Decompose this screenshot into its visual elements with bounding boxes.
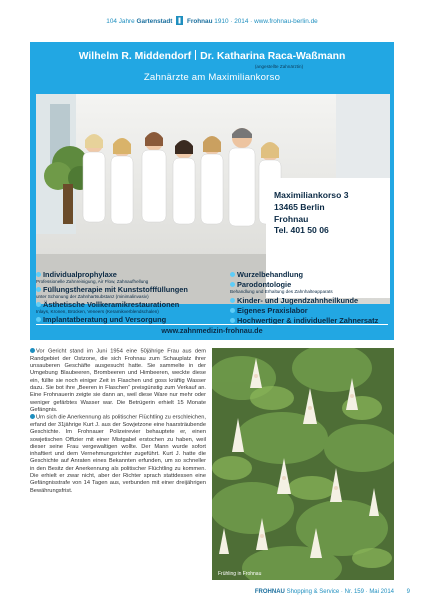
service-item: Individualprophylaxe [36,270,117,279]
service-item: Füllungstherapie mit Kunststofffüllungen [36,285,188,294]
service-sub: Inlays, Kronen, Brücken, Veneers (Keramikverblendschalen) [36,309,159,314]
bullet-icon [30,414,35,419]
service-item: Implantatberatung und Versorgung [36,315,166,324]
header-years: 1910 · 2014 · www.frohnau-berlin.de [214,18,318,25]
bullet-icon [230,282,235,287]
website-link[interactable]: www.zahnmedizin-frohnau.de [161,326,263,335]
chestnut-blossom-photo [212,348,394,580]
bullet-icon [30,348,35,353]
doctor1-name: Wilhelm R. Middendorf [78,51,192,62]
blossom-illustration [212,348,394,580]
page-footer: FROHNAU Shopping & Service · Nr. 159 · Mai 2014 [254,589,394,595]
practice-address [274,190,388,237]
bullet-icon [230,272,235,277]
footer-brand: FROHNAU [254,589,285,595]
doctor2-name: Dr. Katharina Raca-Waßmann [200,51,346,62]
service-item: Ästhetische Vollkeramikrestaurationen [36,300,179,309]
service-item: Eigenes Praxislabor [230,306,308,315]
article-text [30,348,206,495]
article-paragraph-1: Vor Gericht stand im Juni 1954 eine 50jährige Frau aus dem Randgebiet der Ostzone, die sich Frohnau zum Schauplatz ihrer unsauberen Geschäfte ausgesucht hatte. Sie sammelte in der Umgebung Blaubeeren, Brombeeren und Himbeeren, weckte diese ein, füllte sie noch einiger Zeit in Flaschen und goss kräftig Wasser dazu. Sie bot ihre „Beeren in Flaschen“ preisgünstig zum Verkauf an. Eine Frohnauerin zeigte sie dann an, weil diese Ware nur mehr oder weniger gefärbtes Wasser war. Die Betrügerin erhielt 15 Monate Gefängnis. [30,348,206,413]
practice-name: Zahnärzte am Maximiliankorso [143,72,281,83]
address-phone: Tel. 401 50 06 [274,225,329,236]
services-list [30,270,394,326]
address-district: Frohnau [274,213,309,224]
dentist-advertisement [30,42,394,340]
service-sub: Professionelle Zahnreinigung, Air Flow, Zahnaufhellung [36,279,149,284]
service-item: Hochwertiger & individueller Zahnersatz [230,316,378,325]
divider [36,324,388,325]
header-name: Gartenstadt [136,18,173,25]
bullet-icon [230,318,235,323]
article-paragraph-2: Um sich die Anerkennung als politischer Flüchtling zu erschleichen, erfand der 31jährige Kurt J. aus der Sowjetzone eine haarsträubende Geschichte. Im Frohnauer Polizeirevier behauptete er, einen sowjetischen Offizier mit einer Mistgabel erstochen zu haben, weil dieser seine Frau vergewaltigen wollte. Der Mann wurde sofort inhaftiert und dem Vernehmungsrichter zugeführt. Kurt J. hatte die Geschichte auf Anraten eines Bekannten erfunden, um so schneller in den Besitz der Anerkennung als politischer Flüchtling zu kommen. Die erhielt er zwar nicht, aber der Richter sprach stattdessen eine Gefängnisstrafe von 14 Tagen aus, verbunden mit einer dreijährigen Bewährungsfrist. [30,414,206,494]
header-prefix: 104 Jahre [106,18,135,25]
doctor2-note: (angestellte Zahnärztin) [254,64,304,69]
footer-issue: Nr. 159 [344,589,364,595]
bullet-icon [36,302,41,307]
header-brand: Frohnau [186,18,213,25]
page-header [0,16,424,25]
address-city: 13465 Berlin [274,201,325,212]
service-sub: Behandlung und Erhaltung des Zahnhalteapparats [230,289,333,294]
photo-caption: Frühling in Frohnau [218,571,262,577]
footer-date: Mai 2014 [369,589,394,595]
service-item: Parodontologie [230,280,291,289]
bullet-icon [230,298,235,303]
tower-icon [176,16,183,25]
title-divider [195,50,196,60]
bullet-icon [36,317,41,322]
bullet-icon [36,287,41,292]
address-street: Maximiliankorso 3 [274,190,349,200]
bullet-icon [36,272,41,277]
service-item: Kinder- und Jugendzahnheilkunde [230,296,358,305]
ad-title [30,50,394,62]
service-item: Wurzelbehandlung [230,270,303,279]
bullet-icon [230,308,235,313]
service-sub: unter Schonung der Zahnhartsubstanz (minimalinvasiv) [36,294,149,299]
footer-title: Shopping & Service [286,589,340,595]
page-number: 9 [406,589,410,595]
